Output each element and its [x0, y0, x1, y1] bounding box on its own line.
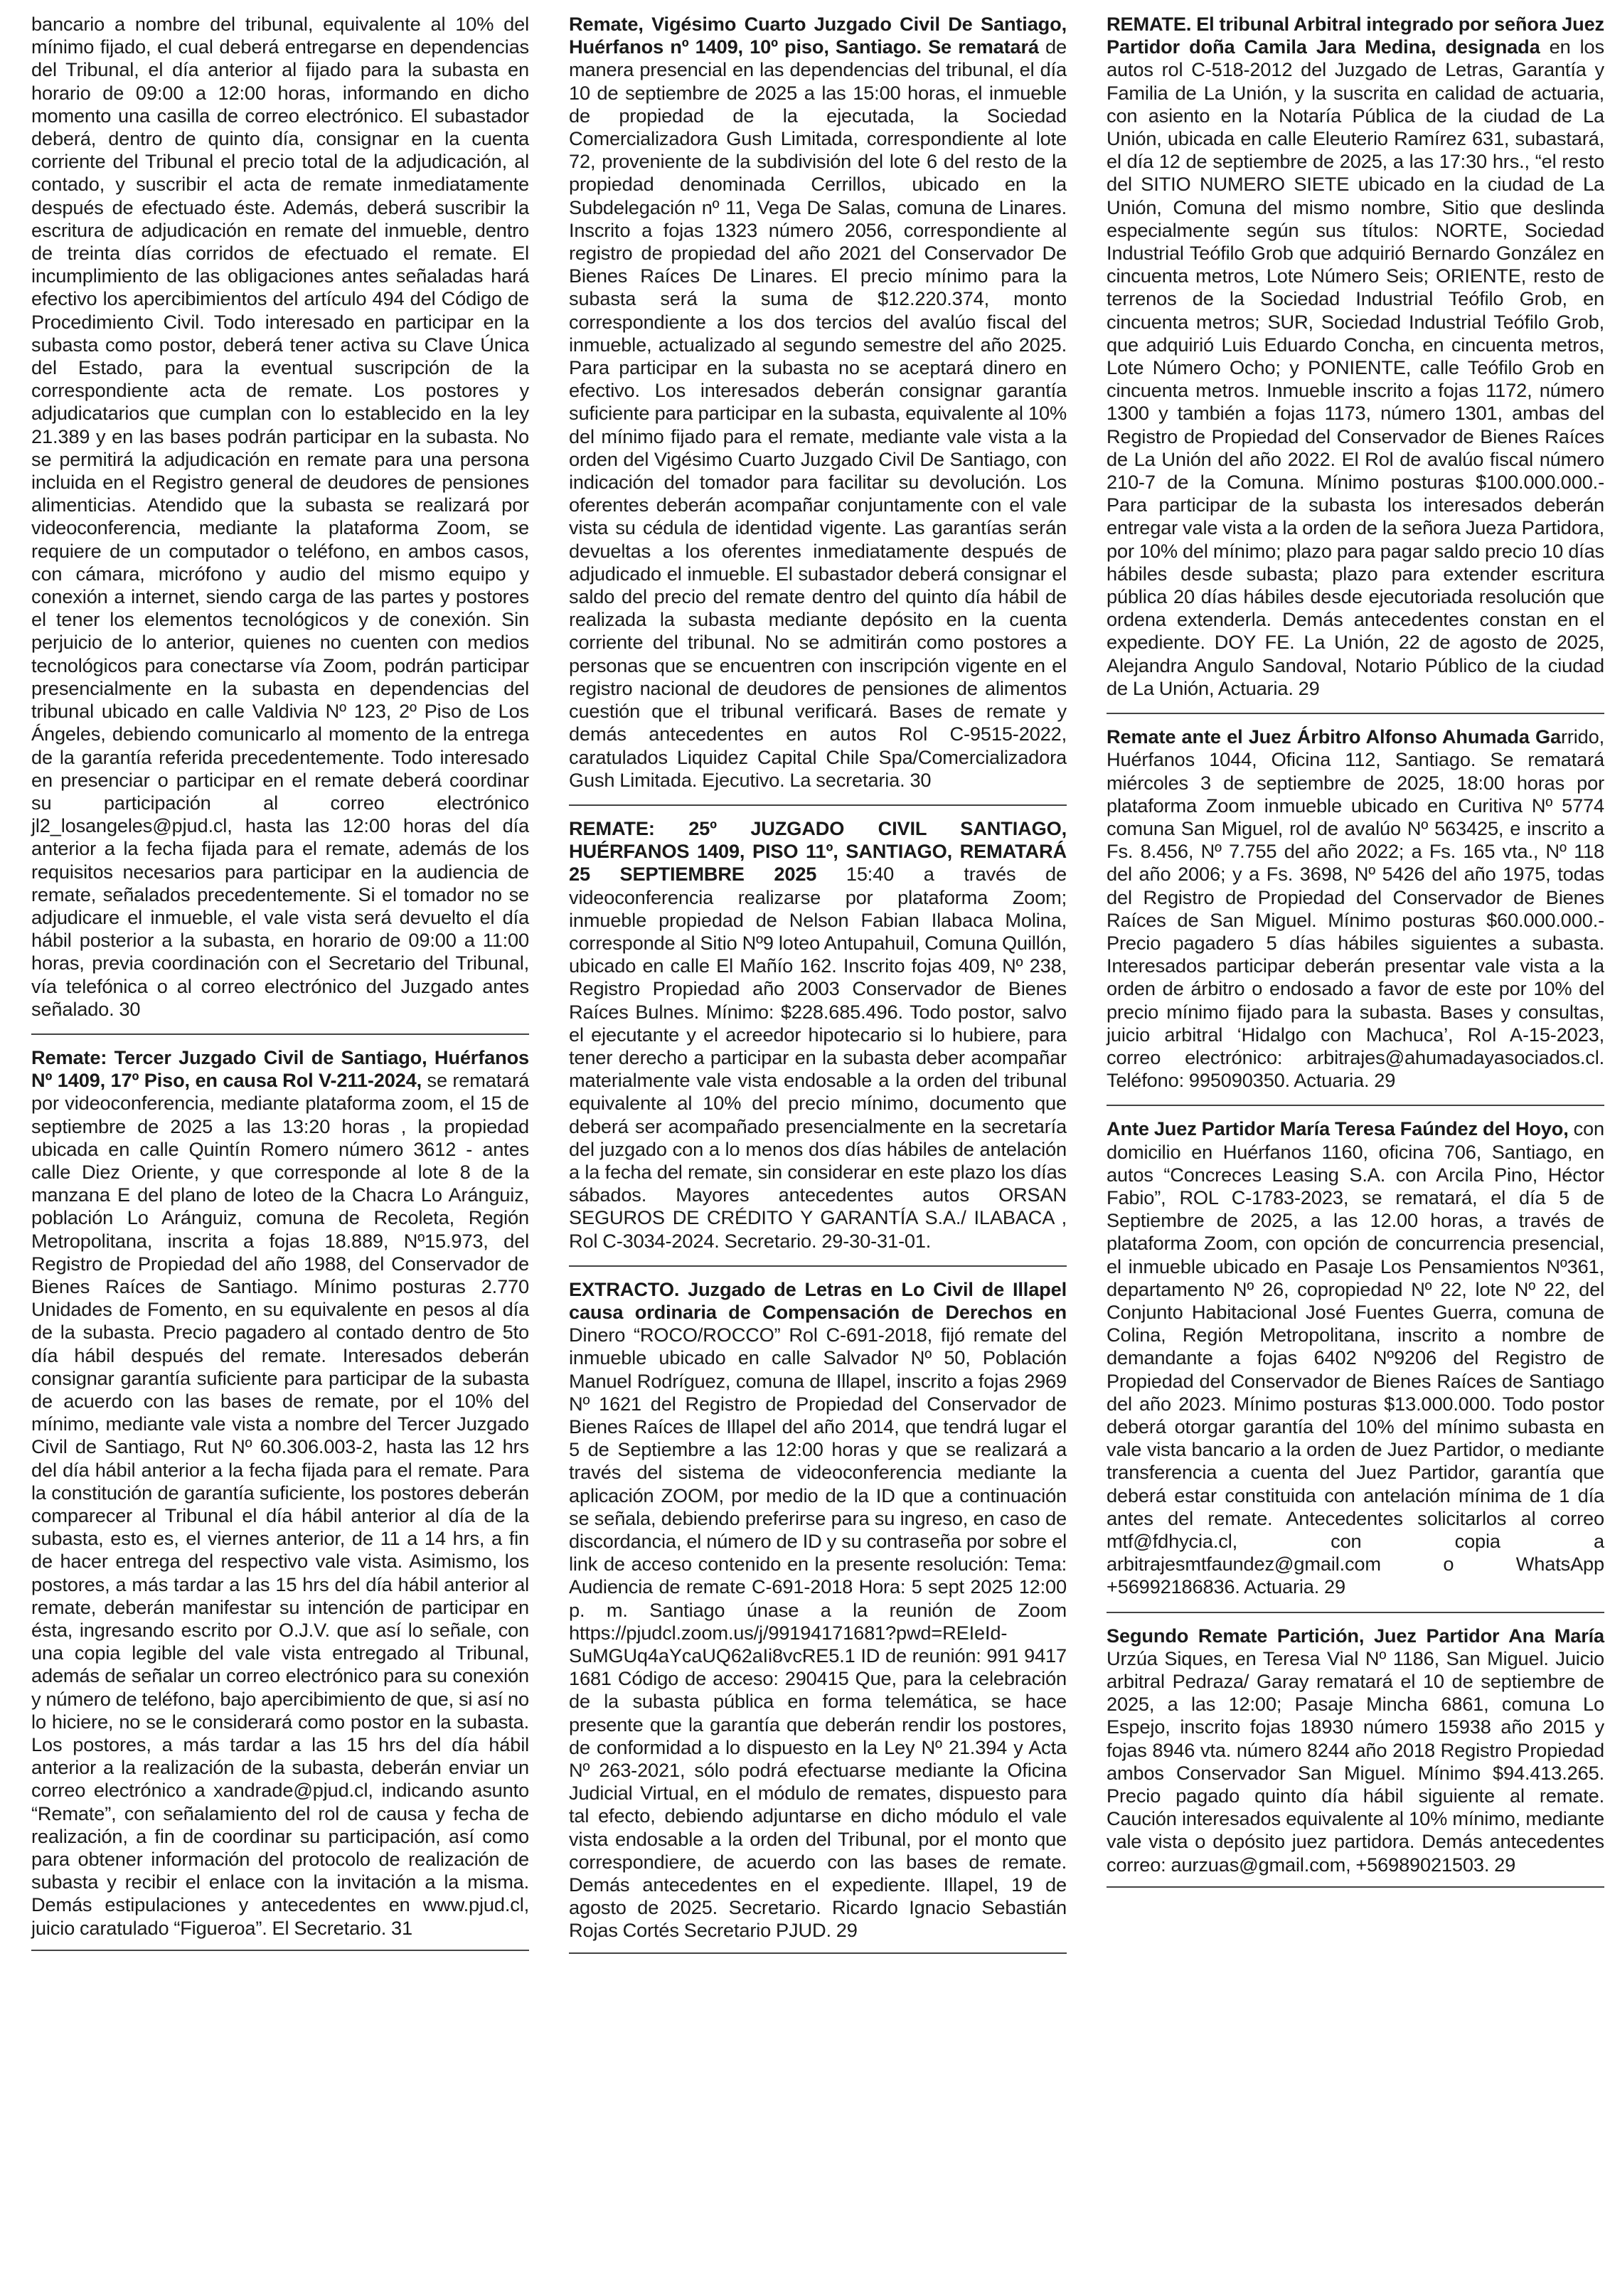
divider [31, 1033, 529, 1035]
notice-heading: REMATE: 25º JUZGADO CIVIL SANTIAGO, HUÉRFANOS 1409, PISO 11º, SANTIAGO, REMATARÁ 25 SEPTIEMBRE 2025 [569, 817, 1067, 886]
notice-heading: EXTRACTO. Juzgado de Letras en Lo Civil de Illapel causa ordinaria de Compensación de Derechos en [569, 1277, 1067, 1323]
notice-body: en los autos rol C-518-2012 del Juzgado de Letras, Garantía y Familia de La Unión, y la suscrita en calidad de actuaria, con asiento en la Notaría Pública de la ciudad de La Unión, ubicada en calle Eleuterio Ramírez 631, subastará, el día 12 de septiembre de 2025, a las 17:30 hrs., “el resto del SITIO NUMERO SIETE ubicado en la ciudad de La Unión, Comuna del mismo nombre, Sitio que deslinda especialmente según sus títulos: NORTE, Sociedad Industrial Teófilo Grob que adquirió Bernardo González en cincuenta metros, Lote Número Seis; ORIENTE, resto de terrenos de la Sociedad Industrial Teófilo Grob, en cincuenta metros; SUR, Sociedad Industrial Teófilo Grob, que adquirió Luis Eduardo Concha, en cincuenta metros, Lote Número Ocho; y PONIENTE, calle Teófilo Grob en cincuenta metros. Inmueble inscrito a fojas 1172, número 1300 y también a fojas 1173, número 1301, ambas del Registro de Propiedad del Conservador de Bienes Raíces de La Unión del año 2022. El Rol de avalúo fiscal número 210-7 de la Comuna. Mínimo posturas $100.000.000.- Para participar de la subasta los interesados deberán entregar vale vista a la orden de la señora Jueza Partidora, por 10% del mínimo; plazo para pagar saldo precio 10 días hábiles desde subasta; plazo para extender escritura pública 20 días hábiles desde ejecutoriada resolución que ordena extenderla. Demás antecedentes constan en el expediente. DOY FE. La Unión, 22 de agosto de 2025, Alejandra Angulo Sandoval, Notario Público de la ciudad de La Unión, Actuaria. 29 [1107, 36, 1604, 699]
notice-body: 15:40 a través de videoconferencia realizarse por plataforma Zoom; inmueble propiedad de Nelson Fabian Ilabaca Molina, corresponde al Sitio Nº9 loteo Antupahuil, Comuna Quillón, ubicado en calle El Mañío 162. Inscrito fojas 409, Nº 238, Registro Propiedad año 2003 Conservador de Bienes Raíces Bulnes. Mínimo: $228.685.496. Todo postor, salvo el ejecutante y el acreedor hipotecario si lo hubiere, para tener derecho a participar en la subasta deber acompañar materialmente vale vista endosable a la orden del tribunal equivalente al 10% del precio mínimo, documento que deberá ser acompañado presencialmente en la secretaría del juzgado con a lo menos dos días hábiles de antelación a la fecha del remate, sin considerar en este plazo los días sábados. Mayores antecedentes autos ORSAN SEGUROS DE CRÉDITO Y GARANTÍA S.A./ ILABACA , Rol C-3034-2024. Secretario. 29-30-31-01. [569, 863, 1067, 1252]
notice-heading: Remate, Vigésimo Cuarto Juzgado Civil De Santiago, Huérfanos nº 1409, 10º piso, Santiago. Se rematará [569, 13, 1067, 58]
notice-body: Dinero “ROCO/ROCCO” Rol C-691-2018, fijó remate del inmueble ubicado en calle Salvador Nº 50, Población Manuel Rodríguez, comuna de Illapel, inscrito a fojas 2969 Nº 1621 del Registro de Propiedad del Conservador de Bienes Raíces de Illapel del año 2014, que tendrá lugar el 5 de Septiembre a las 12:00 horas y que se realizará a través del sistema de videoconferencia mediante la aplicación ZOOM, por medio de la ID que a continuación se señala, debiendo preferirse para su ingreso, en caso de discordancia, el número de ID y su contraseña por sobre el link de acceso contenido en la presente resolución: Tema: Audiencia de remate C-691-2018 Hora: 5 sept 2025 12:00 p. m. Santiago únase a la reunión de Zoom https://pjudcl.zoom.us/j/99194171681?pwd=REIeId-SuMGUq4aYcaUQ62aIi8vcRE5.1 ID de reunión: 991 9417 1681 Código de acceso: 290415 Que, para la celebración de la subasta pública en forma telemática, se hace presente que la garantía que deberán rendir los postores, de conformidad a lo dispuesto en la Ley Nº 21.394 y Acta Nº 263-2021, sólo podrá efectuarse mediante la Oficina Judicial Virtual, en el módulo de remates, dispuesto para tal efecto, debiendo adjuntarse en dicho módulo el vale vista endosable a la orden del Tribunal, por el monto que correspondiere, de acuerdo con las bases de remate. Demás antecedentes en el expediente. Illapel, 19 de agosto de 2025. Secretario. Ricardo Ignacio Sebastián Rojas Cortés Secretario PJUD. 29 [569, 1324, 1067, 1942]
column-3 [1107, 13, 1604, 2289]
divider [569, 1952, 1067, 1954]
columns [31, 13, 1605, 2289]
column-1 [31, 13, 529, 2289]
notice-body: se rematará por videoconferencia, mediante plataforma zoom, el 15 de septiembre de 2025 a las 13:20 horas , la propiedad ubicada en calle Quintín Romero número 3612 - antes calle Diez Oriente, y que corresponde al lote 8 de la manzana E del plano de loteo de la Chacra Lo Aránguiz, población Lo Aránguiz, comuna de Recoleta, Región Metropolitana, inscrita a fojas 18.889, Nº15.973, del Registro de Propiedad del año 1988, del Conservador de Bienes Raíces de Santiago. Mínimo posturas 2.770 Unidades de Fomento, en su equivalente en pesos al día de la subasta. Precio pagadero al contado dentro de 5to día hábil después del remate. Interesados deberán consignar garantía suficiente para participar de la subasta de acuerdo con las bases de remate, por el 10% del mínimo, mediante vale vista a nombre del Tercer Juzgado Civil de Santiago, Rut Nº 60.306.003-2, hasta las 12 hrs del día hábil anterior a la fecha fijada para el remate. Para la constitución de garantía suficiente, los postores deberán comparecer al Tribunal el día hábil anterior al día de la subasta, esto es, el viernes anterior, de 11 a 14 hrs, a fin de hacer entrega del respectivo vale vista. Asimismo, los postores, a más tardar a las 15 hrs del día hábil anterior al remate, deberán manifestar su intención de participar en ésta, ingresando escrito por O.J.V. que así lo señale, con una copia legible del vale vista entregado al Tribunal, además de señalar un correo electrónico para su conexión y número de teléfono, bajo apercibimiento de que, si así no lo hiciere, no se le considerará como postor en la subasta. Los postores, a más tardar a las 15 hrs del día hábil anterior a la realización de la subasta, deberán enviar un correo electrónico a xandrade@pjud.cl, indicando asunto “Remate”, con señalamiento del rol de causa y fecha de realización, a fin de coordinar su participación, así como para obtener información del protocolo de realización de subasta y recibir el enlace con la invitación a la misma. Demás estipulaciones y antecedentes en www.pjud.cl, juicio caratulado “Figueroa”. El Secretario. 31 [31, 1069, 529, 1939]
notice-body: Urzúa Siques, en Teresa Vial Nº 1186, San Miguel. Juicio arbitral Pedraza/ Garay rematará el 10 de septiembre de 2025, a las 12:00; Pasaje Mincha 6861, comuna Lo Espejo, inscrito fojas 18930 número 15938 año 2015 y fojas 8946 vta. número 8244 año 2018 Registro Propiedad ambos Conservador San Miguel. Mínimo $94.413.265. Precio pagado quinto día hábil siguiente al remate. Caución interesados equivalente al 10% mínimo, mediante vale vista o depósito juez partidora. Demás antecedentes correo: aurzuas@gmail.com, +56989021503. 29 [1107, 1647, 1604, 1876]
notice-heading: Segundo Remate Partición, Juez Partidor Ana María [1107, 1624, 1604, 1647]
notice-25-juzgado [569, 817, 1067, 1253]
divider [569, 1265, 1067, 1267]
notice-vigesimo-cuarto-juzgado [569, 13, 1067, 792]
divider [31, 1950, 529, 1951]
notice-heading: Ante Juez Partidor María Teresa Faúndez del Hoyo, [1107, 1117, 1569, 1140]
divider [1107, 1105, 1604, 1106]
notice-body: con domicilio en Huérfanos 1160, oficina 706, Santiago, en autos “Concreces Leasing S.A. con Arcila Pino, Héctor Fabio”, ROL C-1783-2023, se rematará, el día 5 de Septiembre de 2025, a las 12.00 horas, a través de plataforma Zoom, con opción de concurrencia presencial, el inmueble ubicado en Pasaje Los Pensamientos Nº361, departamento Nº 26, copropiedad Nº 22, lote Nº 22, del Conjunto Habitacional José Fuentes Guerra, comuna de Colina, Región Metropolitana, inscrito a nombre de demandante a fojas 6402 Nº9206 del Registro de Propiedad del Conservador de Bienes Raíces de Santiago del año 2023. Mínimo posturas $13.000.000. Todo postor deberá otorgar garantía del 10% del mínimo subasta en vale vista bancario a la orden de Juez Partidor, o mediante transferencia a cuenta del Juez Partidor, garantía que deberá estar constituida con antelación mínima de 1 día antes del remate. Antecedentes solicitarlos al correo mtf@fdhycia.cl, con copia a arbitrajesmtfaundez@gmail.com o WhatsApp +56992186836. Actuaria. 29 [1107, 1117, 1605, 1598]
notice-tercer-juzgado [31, 1046, 529, 1940]
column-2 [569, 13, 1067, 2289]
notice-body: bancario a nombre del tribunal, equivalente al 10% del mínimo fijado, el cual deberá entregarse en dependencias del Tribunal, el día anterior al fijado para la subasta en horario de 09:00 a 12:00 horas, informando en dicho momento una casilla de correo electrónico. El subastador deberá, dentro de quinto día, consignar en la cuenta corriente del Tribunal el precio total de la adjudicación, al contado, y suscribir el acta de remate inmediatamente después de efectuado éste. Además, deberá suscribir la escritura de adjudicación en remate del inmueble, dentro de treinta días corridos de efectuado el remate. El incumplimiento de las obligaciones antes señaladas hará efectivo los apercibimientos del artículo 494 del Código de Procedimiento Civil. Todo interesado en participar en la subasta como postor, deberá tener activa su Clave Única del Estado, para la eventual suscripción de la correspondiente acta de remate. Los postores y adjudicatarios que cumplan con lo establecido en la ley 21.389 y en las bases podrán participar en la subasta. No se permitirá la adjudicación en remate para una persona incluida en el Registro general de deudores de pensiones alimenticias. Atendido que la subasta se realizará por videoconferencia, mediante la plataforma Zoom, se requiere de un computador o teléfono, en ambos casos, con cámara, micrófono y audio del mismo equipo y conexión a internet, siendo carga de las partes y postores el tener los elementos tecnológicos y de conexión. Sin perjuicio de lo anterior, quienes no cuenten con medios tecnológicos para conectarse vía Zoom, podrán participar presencialmente en la subasta en dependencias del tribunal ubicado en calle Valdivia Nº 123, 2º Piso de Los Ángeles, debiendo comunicarlo al momento de la entrega de la garantía referida precedentemente. Todo interesado en presenciar o participar en el remate deberá coordinar su participación al correo electrónico jl2_losangeles@pjud.cl, hasta las 12:00 horas del día anterior a la fecha fijada para el remate, además de los requisitos necesarios para participar en la audiencia de remate, señalados precedentemente. Si el tomador no se adjudicare el inmueble, el vale vista será devuelto el día hábil posterior a la subasta, en horario de 09:00 a 11:00 horas, previa coordinación con el Secretario del Tribunal, vía telefónica o al correo electrónico del Juzgado antes señalado. 30 [31, 13, 529, 1020]
notice-tribunal-arbitral-la-union [1107, 13, 1604, 700]
notice-juez-arbitro-ahumada [1107, 726, 1604, 1092]
notice-segundo-remate-particion [1107, 1625, 1604, 1876]
notice-continuation [31, 13, 529, 1021]
notice-heading: Remate: Tercer Juzgado Civil de Santiago, Huérfanos Nº 1409, 17º Piso, en causa Rol V-211-2024, [31, 1046, 529, 1092]
divider [569, 804, 1067, 806]
notice-juez-partidor-faundez [1107, 1117, 1604, 1598]
divider [1107, 1612, 1604, 1613]
notice-body: rrido, Huérfanos 1044, Oficina 112, Santiago. Se rematará miércoles 3 de septiembre de 2025, 18:00 horas por plataforma Zoom inmueble ubicado en Curitiva Nº 5774 comuna San Miguel, rol de avalúo Nº 563425, e inscrito a Fs. 8.456, Nº 7.755 del año 2022; a Fs. 165 vta., Nº 118 del año 2006; y a Fs. 3698, Nº 5426 del año 1975, todas del Registro de Propiedad del Conservador de Bienes Raíces de San Miguel. Mínimo posturas $60.000.000.- Precio pagadero 5 días hábiles siguientes a subasta. Interesados participar deberán presentar vale vista a la orden de árbitro o endosado a favor de este por 10% del precio mínimo fijado para la subasta. Bases y consultas, juicio arbitral ‘Hidalgo con Machuca’, Rol A-15-2023, correo electrónico: arbitrajes@ahumadayasociados.cl. Teléfono: 995090350. Actuaria. 29 [1107, 726, 1604, 1092]
notice-heading: REMATE. El tribunal Arbitral integrado por señora Juez Partidor doña Camila Jara Medina, designada [1107, 13, 1604, 58]
divider [1107, 1886, 1604, 1888]
notice-body: de manera presencial en las dependencias del tribunal, el día 10 de septiembre de 2025 a las 15:00 horas, el inmueble de propiedad de la ejecutada, la Sociedad Comercializadora Gush Limitada, correspondiente al lote 72, proveniente de la subdivisión del lote 6 del resto de la propiedad denominada Cerrillos, ubicado en la Subdelegación nº 11, Vega De Salas, comuna de Linares. Inscrito a fojas 1323 número 2056, correspondiente al registro de propiedad del año 2021 del Conservador De Bienes Raíces De Linares. El precio mínimo para la subasta será la suma de $12.220.374, monto correspondiente a los dos tercios del avalúo fiscal del inmueble, actualizado al segundo semestre del año 2025. Para participar en la subasta no se aceptará dinero en efectivo. Los interesados deberán consignar garantía suficiente para participar en la subasta, equivalente al 10% del mínimo fijado para el remate, mediante vale vista a la orden del Vigésimo Cuarto Juzgado Civil De Santiago, con indicación del tomador para facilitar su devolución. Los oferentes deberán acompañar conjuntamente con el vale vista su cédula de identidad vigente. Las garantías serán devueltas a los oferentes inmediatamente después de adjudicado el inmueble. El subastador deberá consignar el saldo del precio del remate dentro del quinto día hábil de realizada la subasta mediante depósito en la cuenta corriente del tribunal. No se admitirán como postores a personas que se encuentren con inscripción vigente en el registro nacional de deudores de pensiones de alimentos cuestión que el tribunal verificará. Bases de remate y demás antecedentes en autos Rol C-9515-2022, caratulados Liquidez Capital Chile Spa/Comercializadora Gush Limitada. Ejecutivo. La secretaria. 30 [569, 36, 1067, 791]
notice-extracto-illapel [569, 1278, 1067, 1942]
notice-heading: Remate ante el Juez Árbitro Alfonso Ahumada Ga [1107, 726, 1561, 748]
divider [1107, 713, 1604, 714]
